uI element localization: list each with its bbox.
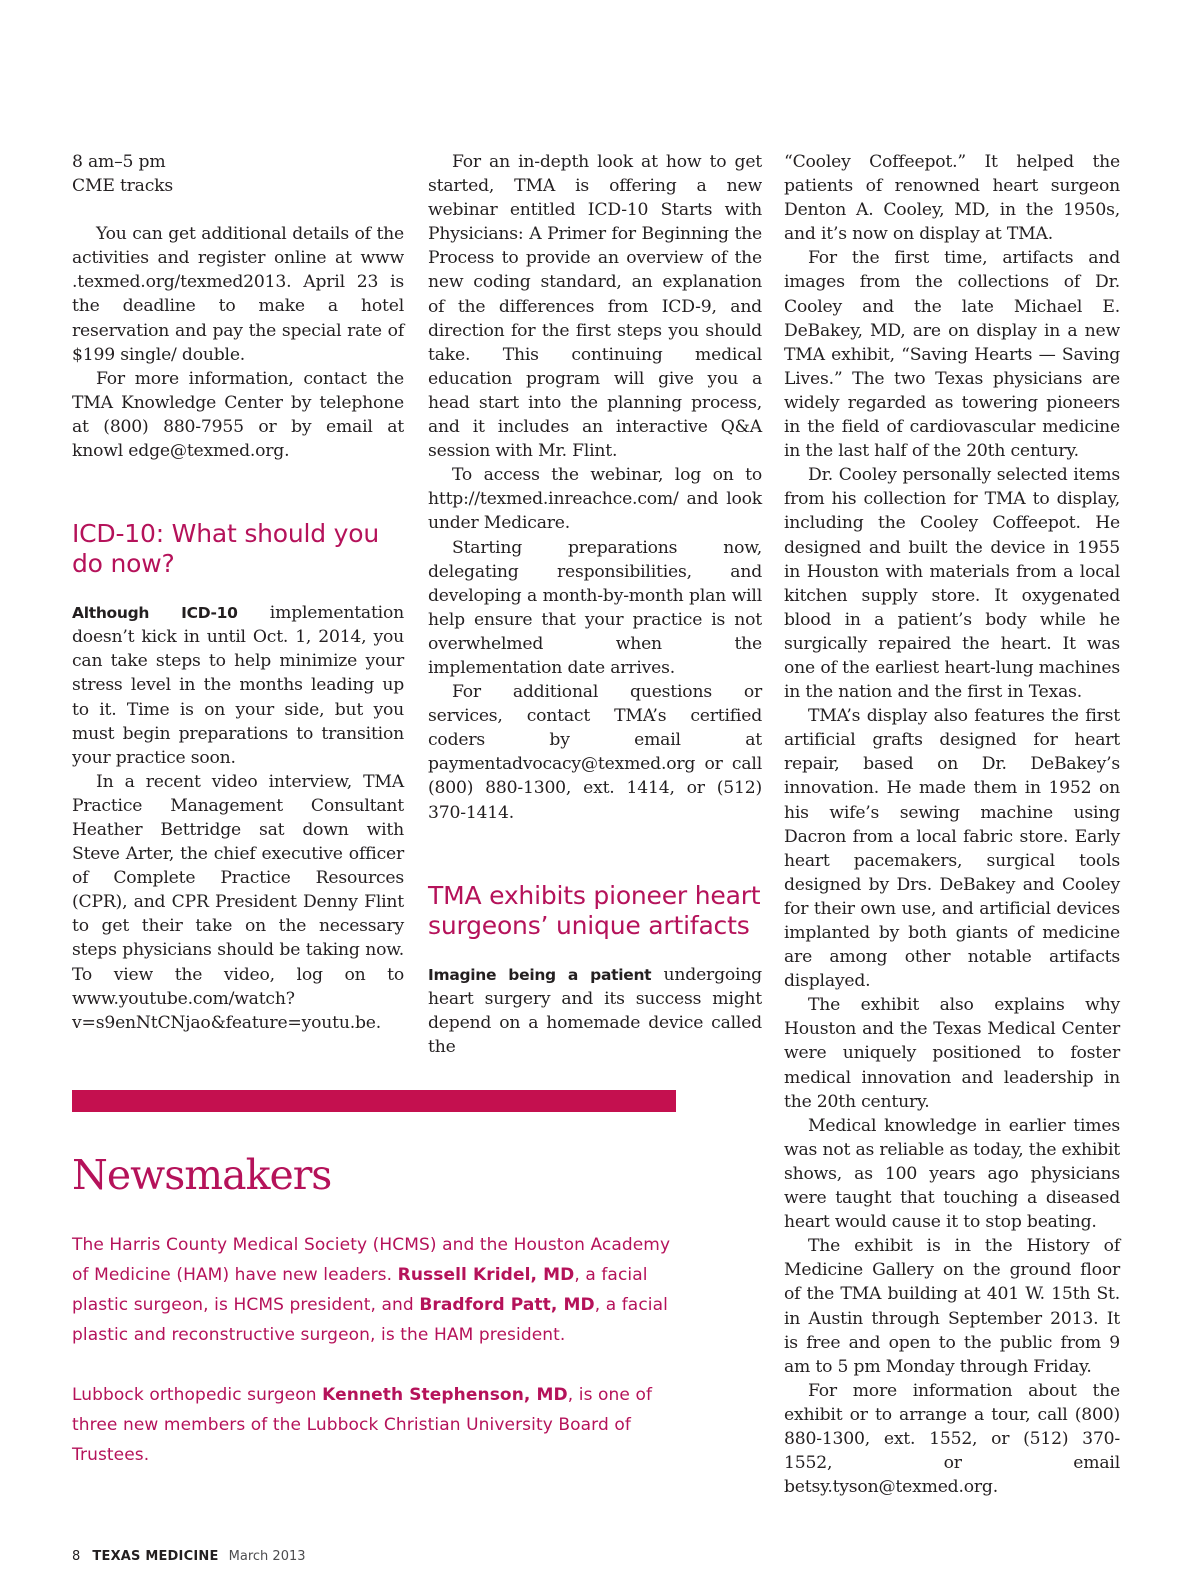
newsmakers-text: , a facial plastic and reconstructive surgeon, is the HAM president. — [72, 1295, 668, 1345]
preparation-paragraph: Starting preparations now, delegating responsibilities, and developing a month-by-month plan will help ensure that your practice is not overwhelmed when the implementation date arrives. — [428, 537, 762, 678]
column-1 — [72, 150, 404, 1035]
exhibit-intro-paragraph — [428, 963, 762, 1059]
newsmakers-title: Newsmakers — [72, 1151, 332, 1199]
person-name: Kenneth Stephenson, MD — [322, 1385, 568, 1405]
exhibit-paragraph: TMA’s display also features the first artificial grafts designed for heart repair, based on Dr. DeBakey’s innovation. He made them in 1952 on his wife’s sewing machine using Dacron from a local fabric store. Early heart pacemakers, surgical tools designed by Drs. DeBakey and Cooley for their own use, and artificial devices implanted by both giants of medicine are among other notable artifacts displayed. — [784, 706, 1120, 992]
icd10-heading: ICD-10: What should you do now? — [72, 519, 380, 579]
column-3 — [784, 150, 1120, 1499]
exhibit-continued-paragraph: “Cooley Coffeepot.” It helped the patients of renowned heart surgeon Denton A. Cooley, MD, in the 1950s, and it’s now on display at TMA. — [784, 152, 1120, 245]
newsmakers-item — [72, 1230, 684, 1350]
webinar-paragraph: For an in-depth look at how to get started, TMA is offering a new webinar entitled ICD-10 Starts with Physicians: A Primer for Beginning the Process to provide an overview of the new coding standard, an explanation of the differences from ICD-9, and direction for the first steps you should take. This continuing medical education program will give you a head start into the planning process, and it includes an interactive Q&A session with Mr. Flint. — [428, 152, 762, 462]
newsmakers-text: Lubbock orthopedic surgeon — [72, 1385, 323, 1405]
newsmakers-text: The Harris County Medical Society (HCMS) and the Houston Academy of Medicine (HAM) have new leaders. — [72, 1235, 671, 1285]
section-divider-bar — [72, 1090, 676, 1112]
column-2 — [428, 150, 762, 1059]
spacer — [72, 463, 404, 519]
page-number: 8 — [72, 1549, 81, 1564]
person-name: Bradford Patt, MD — [419, 1295, 595, 1315]
event-hours: 8 am–5 pm — [72, 152, 166, 172]
icd10-lead-in: Although ICD-10 — [72, 604, 238, 623]
exhibit-paragraph: For the first time, artifacts and images from the collections of Dr. Cooley and the late Michael E. DeBakey, MD, are on display in a new TMA exhibit, “Saving Hearts — Saving Lives.” The two Texas physicians are widely regarded as towering pioneers in the field of cardiovascular medicine in the last half of the 20th century. — [784, 248, 1120, 462]
icd10-video-paragraph: In a recent video interview, TMA Practice Management Consultant Heather Bettridge sat down with Steve Arter, the chief executive officer of Complete Practice Resources (CPR), and CPR President Denny Flint to get their take on the necessary steps physicians should be taking now. To view the video, log on to www.youtube.com/watch?v=s9enNtCNjao&feature=youtu.be. — [72, 771, 404, 1033]
exhibit-paragraph: Dr. Cooley personally selected items from his collection for TMA to display, including the Cooley Coffeepot. He designed and built the device in 1955 in Houston with materials from a local kitchen supply store. It oxygenated blood in a patient’s body while he surgically repaired the heart. It was one of the earliest heart-lung machines in the nation and the first in Texas. — [784, 465, 1120, 703]
issue-date: March 2013 — [228, 1549, 306, 1564]
webinar-access-paragraph: To access the webinar, log on to http://texmed.inreachce.com/ and look under Medicare. — [428, 465, 762, 534]
person-name: Russell Kridel, MD — [397, 1265, 575, 1285]
page-footer — [72, 1548, 306, 1566]
spacer — [428, 825, 762, 881]
newsmakers-item — [72, 1380, 684, 1470]
registration-paragraph: You can get additional details of the activities and register online at www .texmed.org/texmed2013. April 23 is the deadline to make a hotel reservation and pay the special rate of $199 single/ double. — [72, 224, 404, 365]
coders-contact-paragraph: For additional questions or services, contact TMA’s certified coders by email at paymentadvocacy@texmed.org or call (800) 880-1300, ext. 1414, or (512) 370-1414. — [428, 682, 762, 823]
newsmakers-text: , is one of three new members of the Lubbock Christian University Board of Trustees. — [72, 1385, 653, 1465]
newsmakers-text: , a facial plastic surgeon, is HCMS president, and — [72, 1265, 648, 1315]
event-tracks: CME tracks — [72, 176, 173, 197]
exhibit-paragraph: The exhibit also explains why Houston and the Texas Medical Center were uniquely positioned to foster medical innovation and leadership in the 20th century. — [784, 995, 1120, 1112]
exhibit-paragraph: For more information about the exhibit or to arrange a tour, call (800) 880-1300, ext. 1552, or (512) 370-1552, or email betsy.tyson@texmed.org. — [784, 1380, 1120, 1498]
icd10-intro-paragraph — [72, 601, 404, 770]
exhibit-lead-in: Imagine being a patient — [428, 965, 652, 984]
spacer — [72, 198, 404, 222]
exhibit-paragraph: Medical knowledge in earlier times was not as reliable as today, the exhibit shows, as 100 years ago physicians were taught that touching a diseased heart would cause it to stop beating. — [784, 1115, 1120, 1233]
newsmakers-body — [72, 1230, 684, 1470]
exhibit-intro-text: undergoing heart surgery and its success might depend on a homemade device called the — [428, 964, 762, 1057]
contact-paragraph: For more information, contact the TMA Knowledge Center by telephone at (800) 880-7955 or by email at knowl edge@texmed.org. — [72, 368, 404, 462]
exhibit-paragraph: The exhibit is in the History of Medicine Gallery on the ground floor of the TMA building at 401 W. 15th St. in Austin through September 2013. It is free and open to the public from 9 am to 5 pm Monday through Friday. — [784, 1236, 1120, 1377]
icd10-intro-text: implementation doesn’t kick in until Oct. 1, 2014, you can take steps to help minimize your stress level in the months leading up to it. Time is on your side, but you must begin preparations to transition your practice soon. — [72, 603, 404, 768]
exhibit-heading: TMA exhibits pioneer heart surgeons’ unique artifacts — [428, 880, 761, 940]
magazine-name: TEXAS MEDICINE — [92, 1549, 219, 1564]
